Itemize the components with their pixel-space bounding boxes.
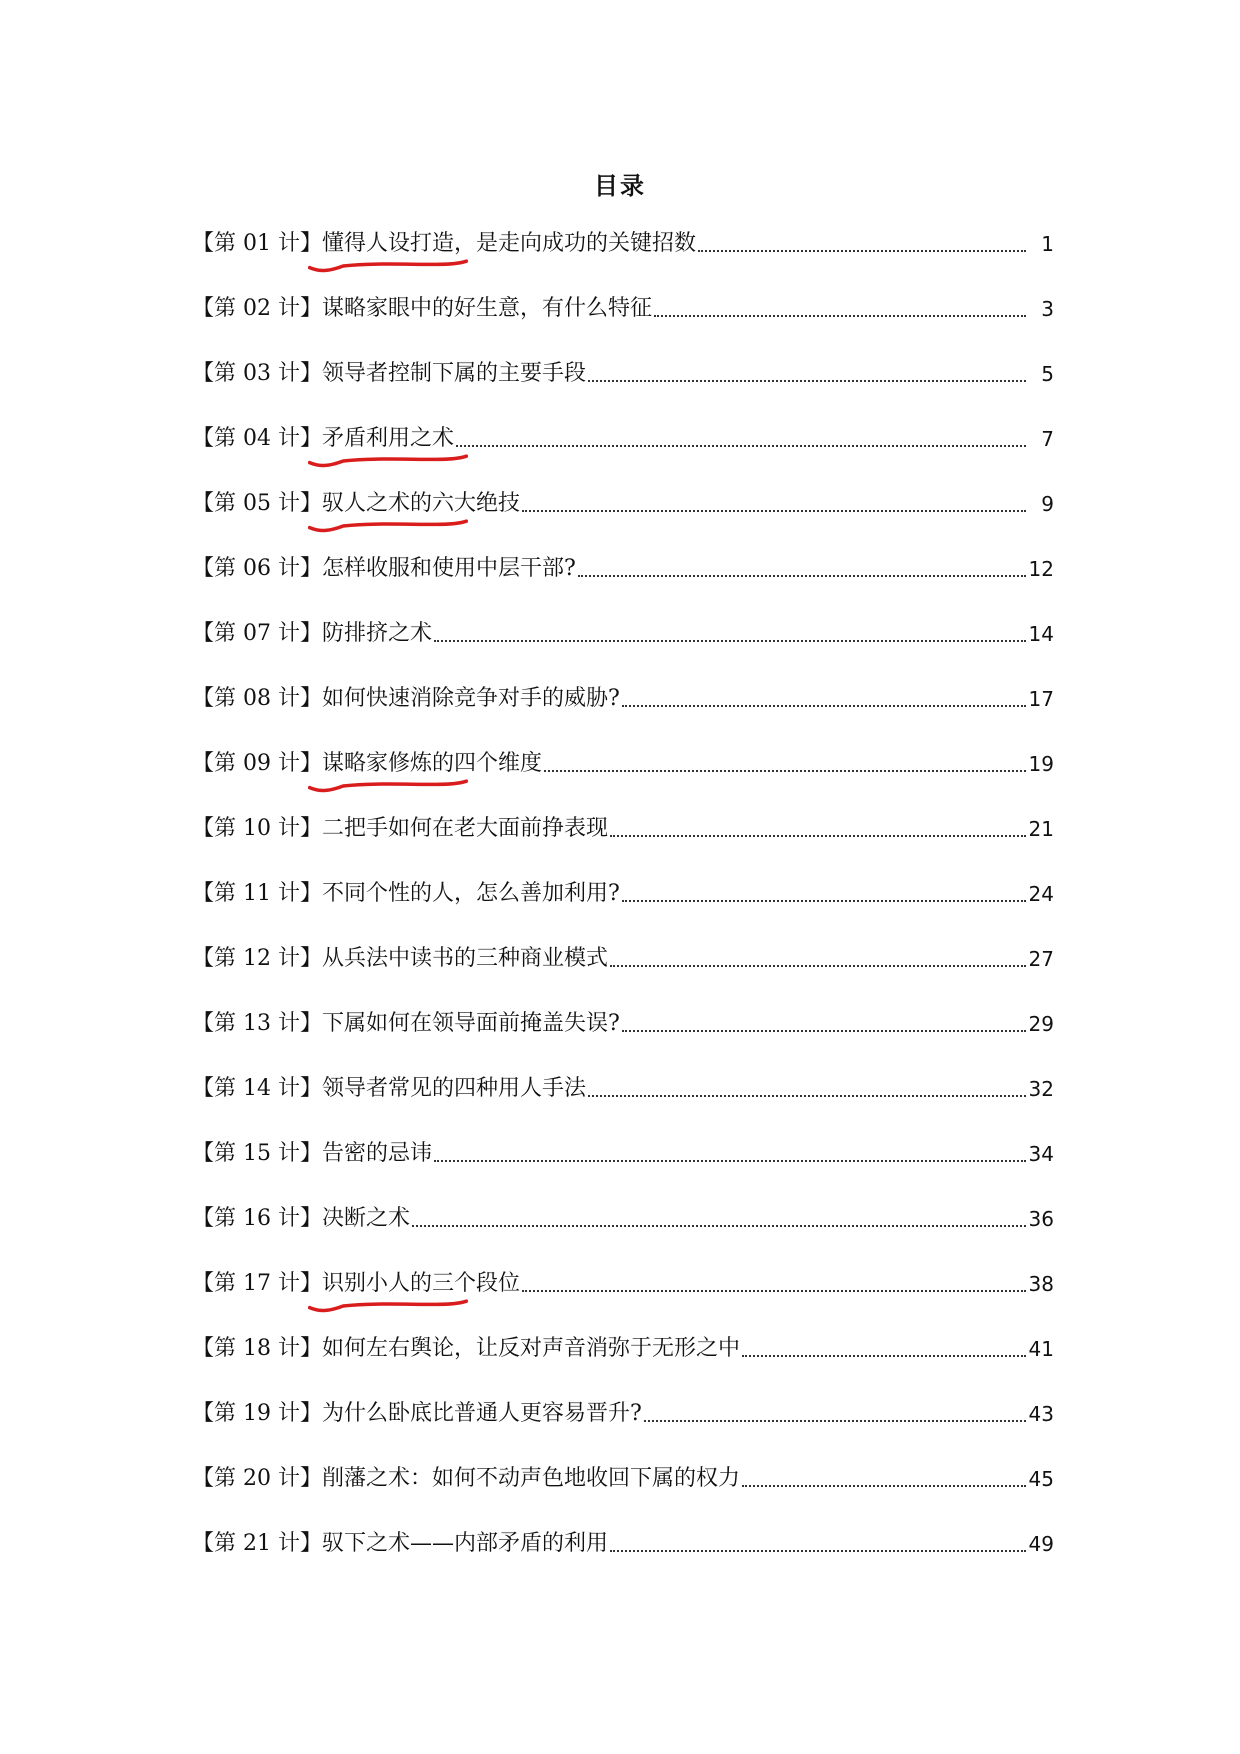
toc-entry[interactable] (192, 1398, 1054, 1463)
toc-page-number: 9 (1041, 492, 1054, 516)
toc-page-number: 43 (1028, 1402, 1054, 1426)
toc-entry-title[interactable]: 如何左右舆论，让反对声音消弥于无形之中 (321, 1336, 740, 1361)
toc-page-number: 12 (1028, 557, 1054, 581)
toc-page-number: 14 (1028, 622, 1054, 646)
toc-entry-title[interactable]: 从兵法中读书的三种商业模式 (321, 946, 608, 971)
toc-entry[interactable] (192, 1073, 1054, 1138)
toc-entry-label: 【第 10 计】 (192, 816, 322, 841)
toc-entry[interactable] (192, 423, 1054, 488)
toc-entry-title[interactable]: 决断之术 (321, 1206, 410, 1231)
toc-entry[interactable] (192, 293, 1054, 358)
toc-entry-label: 【第 21 计】 (192, 1531, 322, 1556)
toc-entry-label: 【第 20 计】 (192, 1466, 322, 1491)
toc-entry-label: 【第 08 计】 (192, 686, 322, 711)
toc-page-number: 21 (1028, 817, 1054, 841)
toc-entry-label: 【第 19 计】 (192, 1401, 322, 1426)
toc-page-number: 49 (1028, 1532, 1054, 1556)
handwritten-underline-mark (308, 453, 468, 469)
toc-entry-label: 【第 12 计】 (192, 946, 322, 971)
handwritten-underline-mark (308, 518, 468, 534)
toc-entry-title[interactable]: 识别小人的三个段位 (322, 1268, 520, 1300)
toc-page-number: 1 (1041, 232, 1054, 256)
toc-dot-leader (742, 1333, 1026, 1357)
toc-entry-label: 【第 09 计】 (192, 751, 322, 776)
toc-entry-label: 【第 18 计】 (192, 1336, 322, 1361)
toc-page-number: 45 (1028, 1467, 1054, 1491)
toc-entry-label: 【第 11 计】 (192, 881, 322, 906)
toc-dot-leader (610, 943, 1026, 967)
toc-entry-title[interactable]: 谋略家修炼的四个维度 (322, 748, 542, 780)
toc-entry[interactable] (192, 1138, 1054, 1203)
toc-entry-title[interactable]: 不同个性的人，怎么善加利用? (321, 881, 620, 906)
toc-entry-title[interactable]: 驭人之术的六大绝技 (322, 488, 520, 520)
toc-entry-label: 【第 13 计】 (192, 1011, 322, 1036)
toc-dot-leader (622, 878, 1026, 902)
toc-page-number: 32 (1028, 1077, 1054, 1101)
toc-dot-leader (588, 1073, 1026, 1097)
toc-entry[interactable] (192, 748, 1054, 813)
handwritten-underline-mark (308, 258, 468, 274)
toc-dot-leader (434, 1138, 1026, 1162)
toc-dot-leader (742, 1463, 1026, 1487)
toc-dot-leader (622, 1008, 1026, 1032)
toc-page-number: 5 (1041, 362, 1054, 386)
toc-dot-leader (610, 1528, 1026, 1552)
toc-page-number: 3 (1041, 297, 1054, 321)
toc-entry[interactable] (192, 1463, 1054, 1528)
toc-dot-leader (644, 1398, 1026, 1422)
toc-dot-leader (522, 488, 1026, 512)
toc-entry[interactable] (192, 1333, 1054, 1398)
toc-entry-label: 【第 06 计】 (192, 556, 322, 581)
toc-entry-title[interactable]: 削藩之术：如何不动声色地收回下属的权力 (321, 1466, 740, 1491)
toc-entry-title[interactable]: 怎样收服和使用中层干部? (321, 556, 576, 581)
toc-entry[interactable] (192, 943, 1054, 1008)
toc-entry-title[interactable]: 领导者常见的四种用人手法 (321, 1076, 586, 1101)
toc-entry-label: 【第 01 计】 (192, 231, 322, 256)
toc-entry-title[interactable]: 领导者控制下属的主要手段 (321, 361, 586, 386)
toc-page-number: 36 (1028, 1207, 1054, 1231)
toc-entry[interactable] (192, 618, 1054, 683)
toc-entry[interactable] (192, 488, 1054, 553)
toc-entry-title[interactable]: 告密的忌讳 (321, 1141, 432, 1166)
toc-page-number: 17 (1028, 687, 1054, 711)
toc-entry[interactable] (192, 553, 1054, 618)
toc-dot-leader (522, 1268, 1026, 1292)
toc-entry[interactable] (192, 228, 1054, 293)
toc-dot-leader (588, 358, 1026, 382)
toc-entry-label: 【第 16 计】 (192, 1206, 322, 1231)
toc-page-number: 27 (1028, 947, 1054, 971)
toc-dot-leader (456, 423, 1026, 447)
toc-entry-label: 【第 04 计】 (192, 426, 322, 451)
toc-dot-leader (654, 293, 1026, 317)
toc-dot-leader (544, 748, 1026, 772)
toc-entry[interactable] (192, 813, 1054, 878)
toc-entry-title[interactable]: 矛盾利用之术 (322, 423, 454, 455)
toc-entry-title[interactable]: 谋略家眼中的好生意，有什么特征 (321, 296, 652, 321)
toc-page-number: 41 (1028, 1337, 1054, 1361)
toc-page-number: 38 (1028, 1272, 1054, 1296)
toc-entry-label: 【第 05 计】 (192, 491, 322, 516)
toc-entry-title[interactable]: 下属如何在领导面前掩盖失误? (321, 1011, 620, 1036)
toc-entry[interactable] (192, 1528, 1054, 1593)
toc-list (192, 228, 1054, 1593)
toc-heading: 目录 (594, 171, 646, 200)
toc-page-number: 19 (1028, 752, 1054, 776)
toc-entry[interactable] (192, 358, 1054, 423)
toc-entry-title[interactable]: 懂得人设打造，是走向成功的关键招数 (322, 228, 696, 260)
toc-dot-leader (578, 553, 1026, 577)
toc-entry-label: 【第 02 计】 (192, 296, 322, 321)
toc-entry-title[interactable]: 二把手如何在老大面前挣表现 (321, 816, 608, 841)
toc-page-number: 24 (1028, 882, 1054, 906)
handwritten-underline-mark (308, 778, 468, 794)
toc-entry-label: 【第 14 计】 (192, 1076, 322, 1101)
toc-dot-leader (698, 228, 1026, 252)
toc-entry-title[interactable]: 防排挤之术 (321, 621, 432, 646)
toc-entry[interactable] (192, 1008, 1054, 1073)
toc-entry[interactable] (192, 1203, 1054, 1268)
toc-entry[interactable] (192, 878, 1054, 943)
toc-entry-title[interactable]: 驭下之术——内部矛盾的利用 (321, 1531, 608, 1556)
toc-dot-leader (412, 1203, 1026, 1227)
toc-page-number: 34 (1028, 1142, 1054, 1166)
toc-page-number: 29 (1028, 1012, 1054, 1036)
toc-dot-leader (622, 683, 1026, 707)
toc-entry-label: 【第 07 计】 (192, 621, 322, 646)
toc-entry-label: 【第 15 计】 (192, 1141, 322, 1166)
toc-entry[interactable] (192, 683, 1054, 748)
toc-entry-label: 【第 17 计】 (192, 1271, 322, 1296)
toc-entry-label: 【第 03 计】 (192, 361, 322, 386)
toc-page-number: 7 (1041, 427, 1054, 451)
toc-dot-leader (610, 813, 1026, 837)
toc-dot-leader (434, 618, 1026, 642)
toc-entry-title[interactable]: 如何快速消除竞争对手的威胁? (321, 686, 620, 711)
handwritten-underline-mark (308, 1298, 468, 1314)
toc-entry-title[interactable]: 为什么卧底比普通人更容易晋升? (321, 1401, 642, 1426)
toc-entry[interactable] (192, 1268, 1054, 1333)
